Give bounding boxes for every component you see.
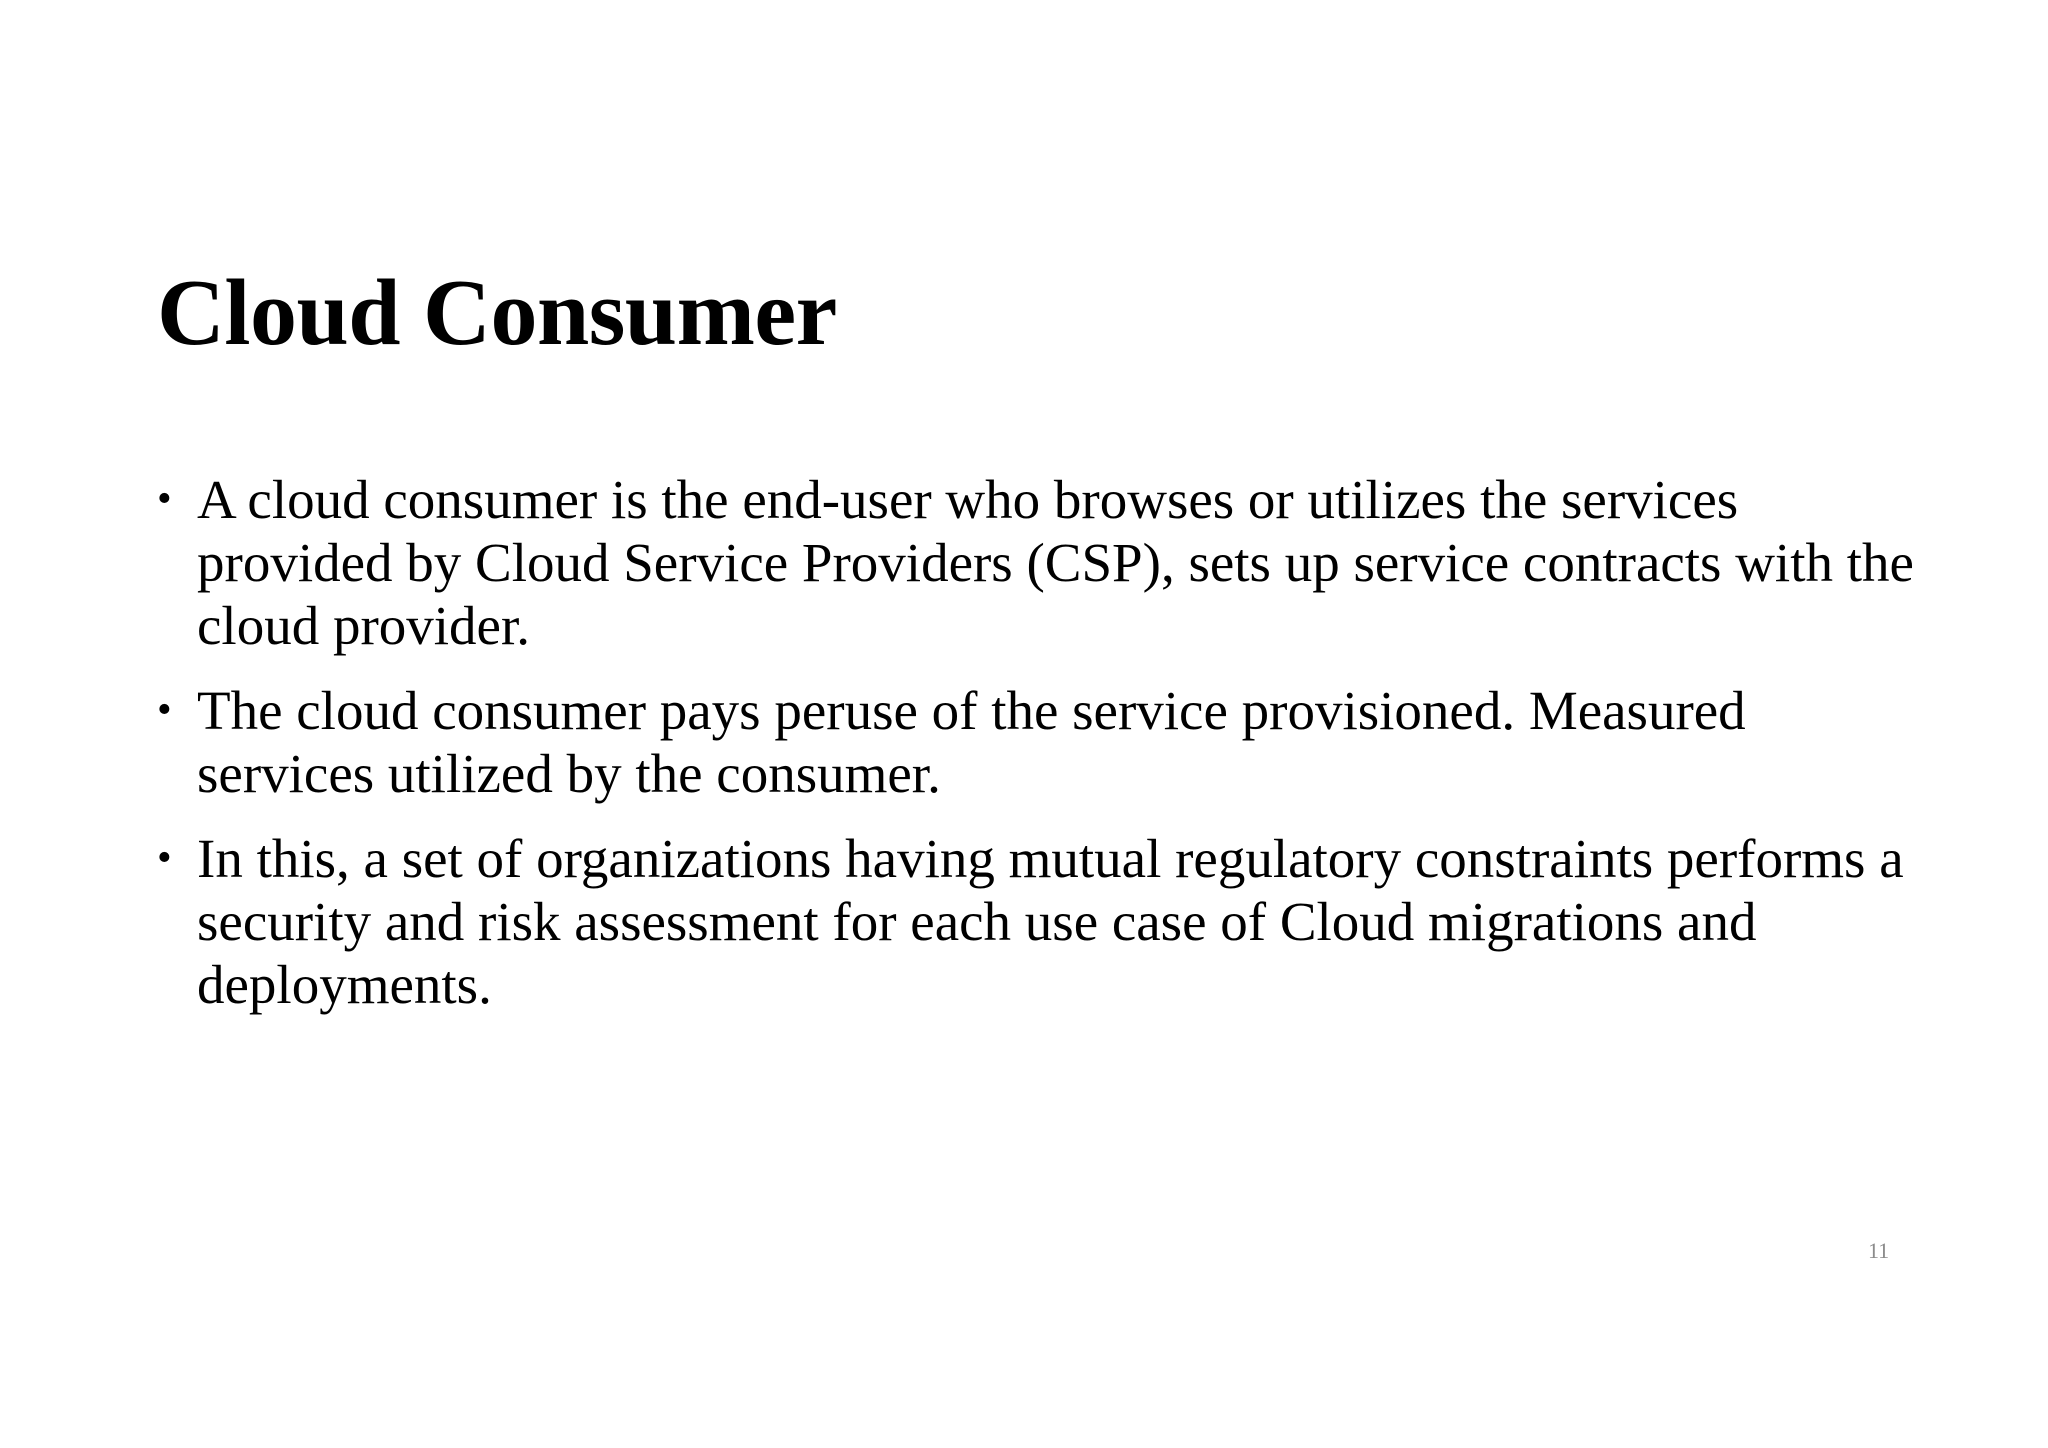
bullet-text: A cloud consumer is the end-user who browses or utilizes the services provided by Cloud Service Providers (CSP), sets up service contracts with the cloud provider.: [197, 469, 1914, 656]
bullet-marker: •: [157, 835, 172, 881]
bullet-list: [157, 468, 1917, 1038]
page-number: 11: [1868, 1238, 1890, 1263]
bullet-item: [157, 827, 1917, 1016]
bullet-item: [157, 679, 1917, 805]
bullet-text: The cloud consumer pays peruse of the service provisioned. Measured services utilized by the consumer.: [197, 680, 1746, 804]
bullet-text: In this, a set of organizations having mutual regulatory constraints performs a security and risk assessment for each use case of Cloud migrations and deployments.: [197, 828, 1904, 1015]
slide-title: Cloud Consumer: [157, 261, 837, 365]
bullet-marker: •: [157, 687, 172, 733]
bullet-marker: •: [157, 476, 172, 522]
bullet-item: [157, 468, 1917, 657]
